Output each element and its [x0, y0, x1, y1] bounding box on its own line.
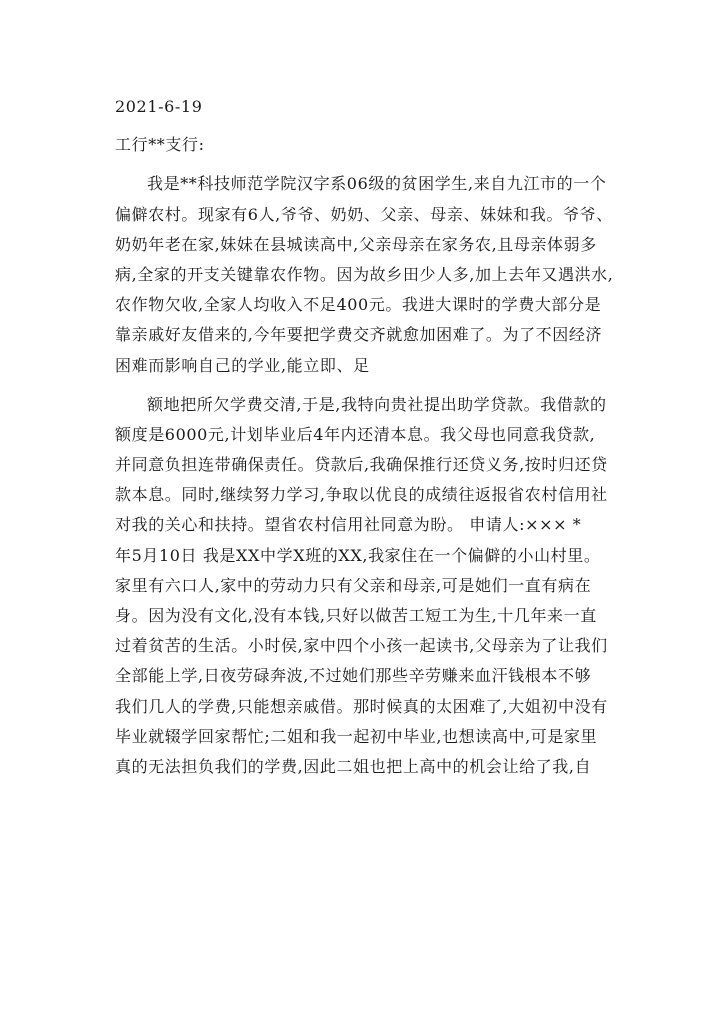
spacer — [115, 381, 610, 390]
spacer — [115, 160, 610, 169]
text-line: 额度是6000元,计划毕业后4年内还清本息。我父母也同意我贷款, — [115, 424, 596, 444]
text-line: 奶奶年老在家,妹妹在县城读高中,父亲母亲在家务农,且母亲体弱多 — [115, 234, 597, 254]
document-body — [115, 92, 614, 782]
text-line: 过着贫苦的生活。小时侯,家中四个小孩一起读书,父母亲为了让我们 — [115, 636, 608, 656]
paragraph-2 — [115, 390, 610, 782]
text-line: 毕业就辍学回家帮忙;二姐和我一起初中毕业,也想读高中,可是家里 — [115, 726, 598, 746]
text-line: 款本息。同时,继续努力学习,争取以优良的成绩往返报省农村信用社 — [115, 485, 608, 505]
text-line: 家里有六口人,家中的劳动力只有父亲和母亲,可是她们一直有病在 — [115, 575, 592, 595]
text-line: 额地把所欠学费交清,于是,我特向贵社提出助学贷款。我借款的 — [147, 394, 607, 414]
text-line: 年5月10日 我是XX中学X班的XX,我家住在一个偏僻的小山村里。 — [115, 545, 601, 565]
text-line: 我是**科技师范学院汉字系06级的贫困学生,来自九江市的一个 — [147, 174, 607, 194]
text-line: 靠亲戚好友借来的,今年要把学费交齐就愈加困难了。为了不因经济 — [115, 325, 603, 345]
spacer — [115, 122, 610, 130]
text-line: 病,全家的开支关键靠农作物。因为故乡田少人多,加上去年又遇洪水, — [115, 264, 614, 284]
text-line: 农作物欠收,全家人均收入不足400元。我进大课时的学费大部分是 — [115, 295, 602, 315]
paragraph-1 — [115, 169, 614, 380]
text-line: 困难而影响自己的学业,能立即、足 — [115, 355, 370, 375]
text-line: 真的无法担负我们的学费,因此二姐也把上高中的机会让给了我,自 — [115, 756, 592, 776]
document-salutation: 工行**支行: — [115, 135, 205, 155]
document-date: 2021-6-19 — [115, 97, 203, 116]
text-line: 偏僻农村。现家有6人,爷爷、奶奶、父亲、母亲、妹妹和我。爷爷、 — [115, 204, 613, 224]
text-line: 并同意负担连带确保责任。贷款后,我确保推行还贷义务,按时归还贷 — [115, 455, 608, 475]
text-line: 全部能上学,日夜劳碌奔波,不过她们那些辛劳赚来血汗钱根本不够 — [115, 666, 592, 686]
text-line: 对我的关心和扶持。望省农村信用社同意为盼。 申请人:××× * — [115, 515, 582, 535]
text-line: 我们几人的学费,只能想亲戚借。那时候真的太困难了,大姐初中没有 — [115, 696, 608, 716]
text-line: 身。因为没有文化,没有本钱,只好以做苦工短工为生,十几年来一直 — [115, 606, 597, 625]
